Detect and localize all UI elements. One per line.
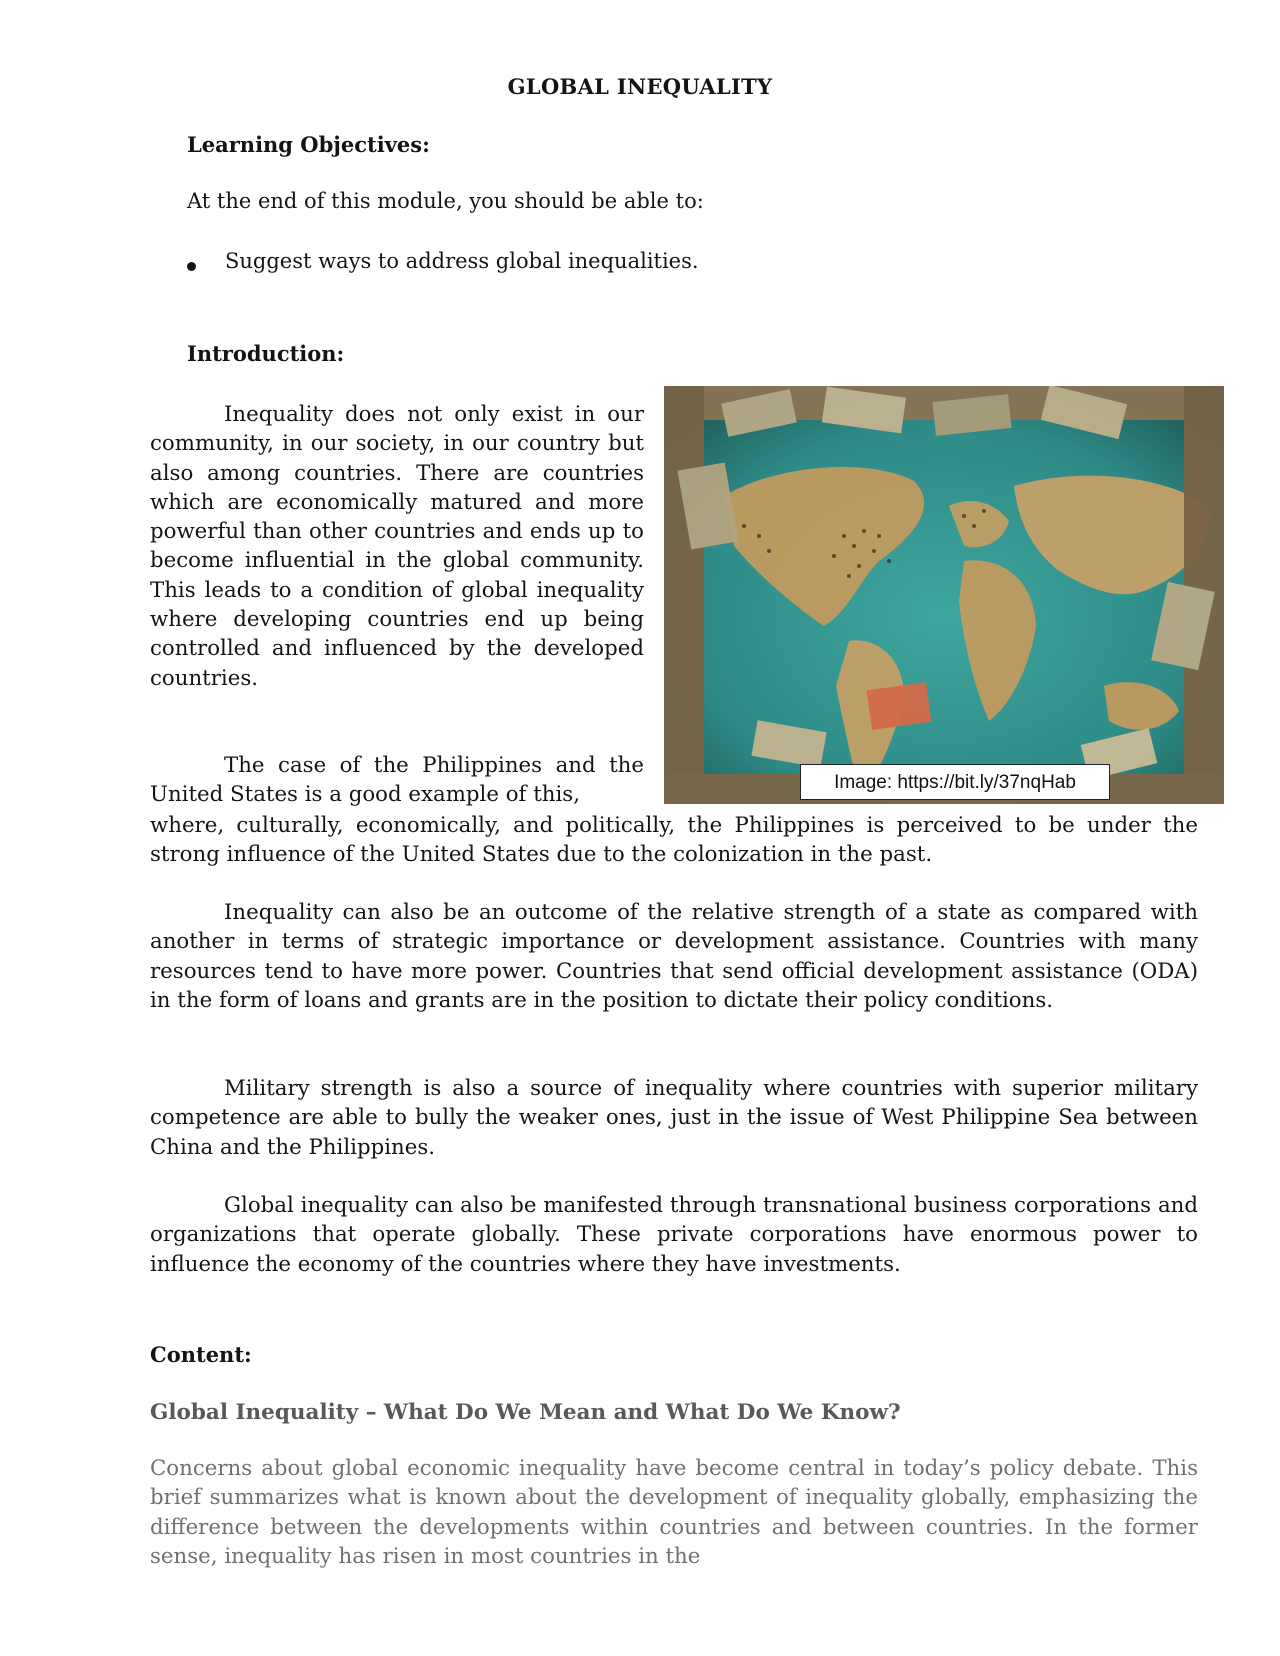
section-title: Global Inequality – What Do We Mean and What Do We Know? — [150, 1400, 901, 1425]
image-caption: Image: https://bit.ly/37nqHab — [800, 764, 1110, 800]
learning-objectives-heading: Learning Objectives: — [187, 132, 430, 157]
objectives-intro: At the end of this module, you should be able to: — [187, 189, 704, 213]
bullet-icon — [187, 262, 196, 271]
intro-paragraph-5: Global inequality can also be manifested through transnational business corporations and organizations that operate globally. These private corporations have enormous power to influence the economy of the countries where they have investments. — [150, 1193, 1198, 1277]
intro-paragraph-2-continued: where, culturally, economically, and politically, the Philippines is perceived to be under the strong influence of the United States due to the colonization in the past. — [150, 813, 1198, 868]
objective-bullet-item: Suggest ways to address global inequalities. — [225, 249, 699, 273]
intro-paragraph-2-wrapped: The case of the Philippines and the United States is a good example of this, — [150, 753, 644, 808]
introduction-heading: Introduction: — [187, 341, 345, 366]
intro-paragraph-3: Inequality can also be an outcome of the relative strength of a state as compared with another in terms of strategic importance or development assistance. Countries with many resources tend to have more power. Countries that send official development assistance (ODA) in the form of loans and grants are in the position to dictate their policy conditions. — [150, 900, 1198, 1013]
world-map-illustration — [664, 386, 1224, 804]
world-map-money-image — [664, 386, 1224, 804]
intro-paragraph-4: Military strength is also a source of inequality where countries with superior military competence are able to bully the weaker ones, just in the issue of West Philippine Sea between China and the Philippines. — [150, 1076, 1198, 1160]
content-paragraph: Concerns about global economic inequality have become central in today’s policy debate. This brief summarizes what is known about the development of inequality globally, emphasizing the difference between the developments within countries and between countries. In the former sense, inequality has risen in most countries in the — [150, 1456, 1198, 1569]
content-heading: Content: — [150, 1342, 252, 1367]
intro-paragraph-1: Inequality does not only exist in our community, in our society, in our country but also among countries. There are countries which are economically matured and more powerful than other countries and ends up to become influential in the global community. This leads to a condition of global inequality where developing countries end up being controlled and influenced by the developed countries. — [150, 402, 644, 691]
document-title: GLOBAL INEQUALITY — [507, 74, 773, 99]
